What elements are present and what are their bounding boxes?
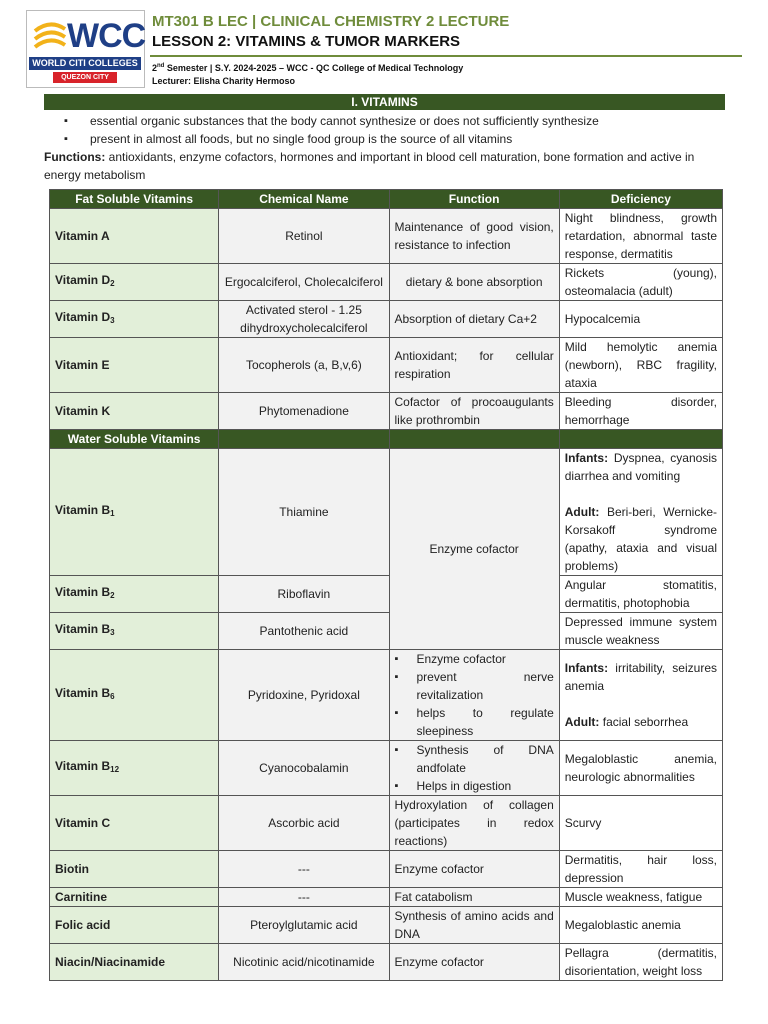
deficiency-cell: Muscle weakness, fatigue	[559, 888, 722, 907]
table-row	[50, 393, 723, 430]
vitamin-name: Vitamin $D_2$	[50, 264, 219, 301]
function-cell: Absorption of dietary Ca+2	[389, 301, 559, 338]
vitamin-name: Vitamin $B_1$	[50, 449, 219, 576]
bullet-item: ▪ present in almost all foods, but no single food group is the source of all vitamins	[64, 130, 724, 148]
vitamin-name: Vitamin $B_6$	[50, 650, 219, 741]
deficiency-cell: Infants: Dyspnea, cyanosis diarrhea and vomiting Adult: Beri-beri, Wernicke-Korsakoff syndrome (apathy, ataxia and visual problems)	[559, 449, 722, 576]
chemical-name: Thiamine	[219, 449, 389, 576]
chemical-name: Pyridoxine, Pyridoxal	[219, 650, 389, 741]
semester-text: Semester | S.Y. 2024-2025 – WCC - QC College of Medical Technology	[164, 63, 464, 73]
functions-text: antioxidants, enzyme cofactors, hormones and important in blood cell maturation, bone formation and active in energy metabolism	[44, 150, 695, 182]
function-cell: Enzyme cofactor	[389, 944, 559, 981]
chemical-name: Riboflavin	[219, 576, 389, 613]
function-cell: Antioxidant; for cellular respiration	[389, 338, 559, 393]
chemical-name: Activated sterol - 1.25 dihydroxycholecalciferol	[219, 301, 389, 338]
function-cell: Maintenance of good vision, resistance to infection	[389, 209, 559, 264]
table-row	[50, 851, 723, 888]
chemical-name: ---	[219, 888, 389, 907]
semester-number: 2	[152, 63, 158, 73]
water-soluble-header-row	[50, 430, 723, 449]
lecturer-line: Lecturer: Elisha Charity Hermoso	[152, 76, 296, 86]
header-rule	[150, 55, 742, 57]
function-cell: Hydroxylation of collagen (participates in redox reactions)	[389, 796, 559, 851]
table-row	[50, 907, 723, 944]
deficiency-cell: Megaloblastic anemia, neurologic abnormalities	[559, 741, 722, 796]
vitamin-name: Vitamin A	[50, 209, 219, 264]
function-bullet: ▪ prevent nerve revitalization	[395, 668, 554, 704]
function-cell	[389, 741, 559, 796]
table-row	[50, 888, 723, 907]
chemical-name: Tocopherols (a, B,v,6)	[219, 338, 389, 393]
vitamin-name: Vitamin K	[50, 393, 219, 430]
chemical-name: Pteroylglutamic acid	[219, 907, 389, 944]
function-bullet: ▪ Enzyme cofactor	[395, 650, 554, 668]
deficiency-cell: Depressed immune system muscle weakness	[559, 613, 722, 650]
function-cell: Fat catabolism	[389, 888, 559, 907]
chemical-name: Ergocalciferol, Cholecalciferol	[219, 264, 389, 301]
deficiency-cell: Night blindness, growth retardation, abnormal taste response, dermatitis	[559, 209, 722, 264]
deficiency-cell: Rickets (young), osteomalacia (adult)	[559, 264, 722, 301]
header-deficiency: Deficiency	[559, 190, 722, 209]
wcc-logo-icon	[26, 10, 145, 88]
header-function: Function	[389, 190, 559, 209]
chemical-name: ---	[219, 851, 389, 888]
semester-suffix: nd	[157, 63, 165, 69]
function-cell: Cofactor of procoaugulants like prothrombin	[389, 393, 559, 430]
header-fat-soluble: Fat Soluble Vitamins	[50, 190, 219, 209]
logo-band: WORLD CITI COLLEGES	[29, 57, 141, 70]
function-cell	[389, 650, 559, 741]
lesson-title: LESSON 2: VITAMINS & TUMOR MARKERS	[152, 33, 461, 50]
table-row	[50, 301, 723, 338]
header-chemical-name: Chemical Name	[219, 190, 389, 209]
functions-label: Functions:	[44, 150, 106, 164]
vitamin-name: Vitamin $B_2$	[50, 576, 219, 613]
table-row	[50, 796, 723, 851]
document-header	[26, 10, 742, 88]
table-header-row	[50, 190, 723, 209]
vitamin-name: Vitamin $B_3$	[50, 613, 219, 650]
chemical-name: Retinol	[219, 209, 389, 264]
section-title: I. VITAMINS	[44, 94, 725, 110]
logo-city: QUEZON CITY	[53, 72, 117, 83]
function-cell: Enzyme cofactor	[389, 449, 559, 650]
semester-line	[152, 63, 463, 73]
chemical-name: Nicotinic acid/nicotinamide	[219, 944, 389, 981]
table-row	[50, 944, 723, 981]
table-row	[50, 650, 723, 741]
chemical-name: Phytomenadione	[219, 393, 389, 430]
vitamin-name: Carnitine	[50, 888, 219, 907]
function-cell: dietary & bone absorption	[389, 264, 559, 301]
deficiency-cell: Scurvy	[559, 796, 722, 851]
vitamin-name: Vitamin $D_3$	[50, 301, 219, 338]
function-bullet: ▪ Helps in digestion	[395, 777, 554, 795]
table-row	[50, 264, 723, 301]
vitamin-name: Vitamin C	[50, 796, 219, 851]
deficiency-cell: Hypocalcemia	[559, 301, 722, 338]
function-cell: Enzyme cofactor	[389, 851, 559, 888]
vitamin-name: Vitamin E	[50, 338, 219, 393]
table-row	[50, 613, 723, 650]
deficiency-cell: Megaloblastic anemia	[559, 907, 722, 944]
vitamin-name: Vitamin $B_{12}$	[50, 741, 219, 796]
header-water-soluble: Water Soluble Vitamins	[50, 430, 219, 449]
deficiency-cell: Pellagra (dermatitis, disorientation, weight loss	[559, 944, 722, 981]
swoosh-icon	[33, 21, 67, 53]
vitamin-name: Folic acid	[50, 907, 219, 944]
bullet-item: ▪ essential organic substances that the body cannot synthesize or does not sufficiently synthesize	[64, 112, 724, 130]
vitamin-name: Niacin/Niacinamide	[50, 944, 219, 981]
chemical-name: Cyanocobalamin	[219, 741, 389, 796]
table-row	[50, 209, 723, 264]
table-row	[50, 741, 723, 796]
logo-wordmark: WCC	[67, 17, 146, 55]
function-bullet: ▪ helps to regulate sleepiness	[395, 704, 554, 740]
table-row	[50, 576, 723, 613]
deficiency-cell: Angular stomatitis, dermatitis, photophobia	[559, 576, 722, 613]
deficiency-cell: Dermatitis, hair loss, depression	[559, 851, 722, 888]
course-title: MT301 B LEC | CLINICAL CHEMISTRY 2 LECTURE	[152, 13, 510, 30]
chemical-name: Ascorbic acid	[219, 796, 389, 851]
deficiency-cell: Mild hemolytic anemia (newborn), RBC fragility, ataxia	[559, 338, 722, 393]
functions-paragraph	[44, 148, 725, 184]
chemical-name: Pantothenic acid	[219, 613, 389, 650]
function-bullet: ▪ Synthesis of DNA andfolate	[395, 741, 554, 777]
table-row	[50, 449, 723, 576]
deficiency-cell: Bleeding disorder, hemorrhage	[559, 393, 722, 430]
deficiency-cell: Infants: irritability, seizures anemia Adult: facial seborrhea	[559, 650, 722, 741]
intro-bullets	[64, 112, 724, 148]
function-cell: Synthesis of amino acids and DNA	[389, 907, 559, 944]
table-row	[50, 338, 723, 393]
vitamins-table	[49, 189, 723, 981]
vitamin-name: Biotin	[50, 851, 219, 888]
